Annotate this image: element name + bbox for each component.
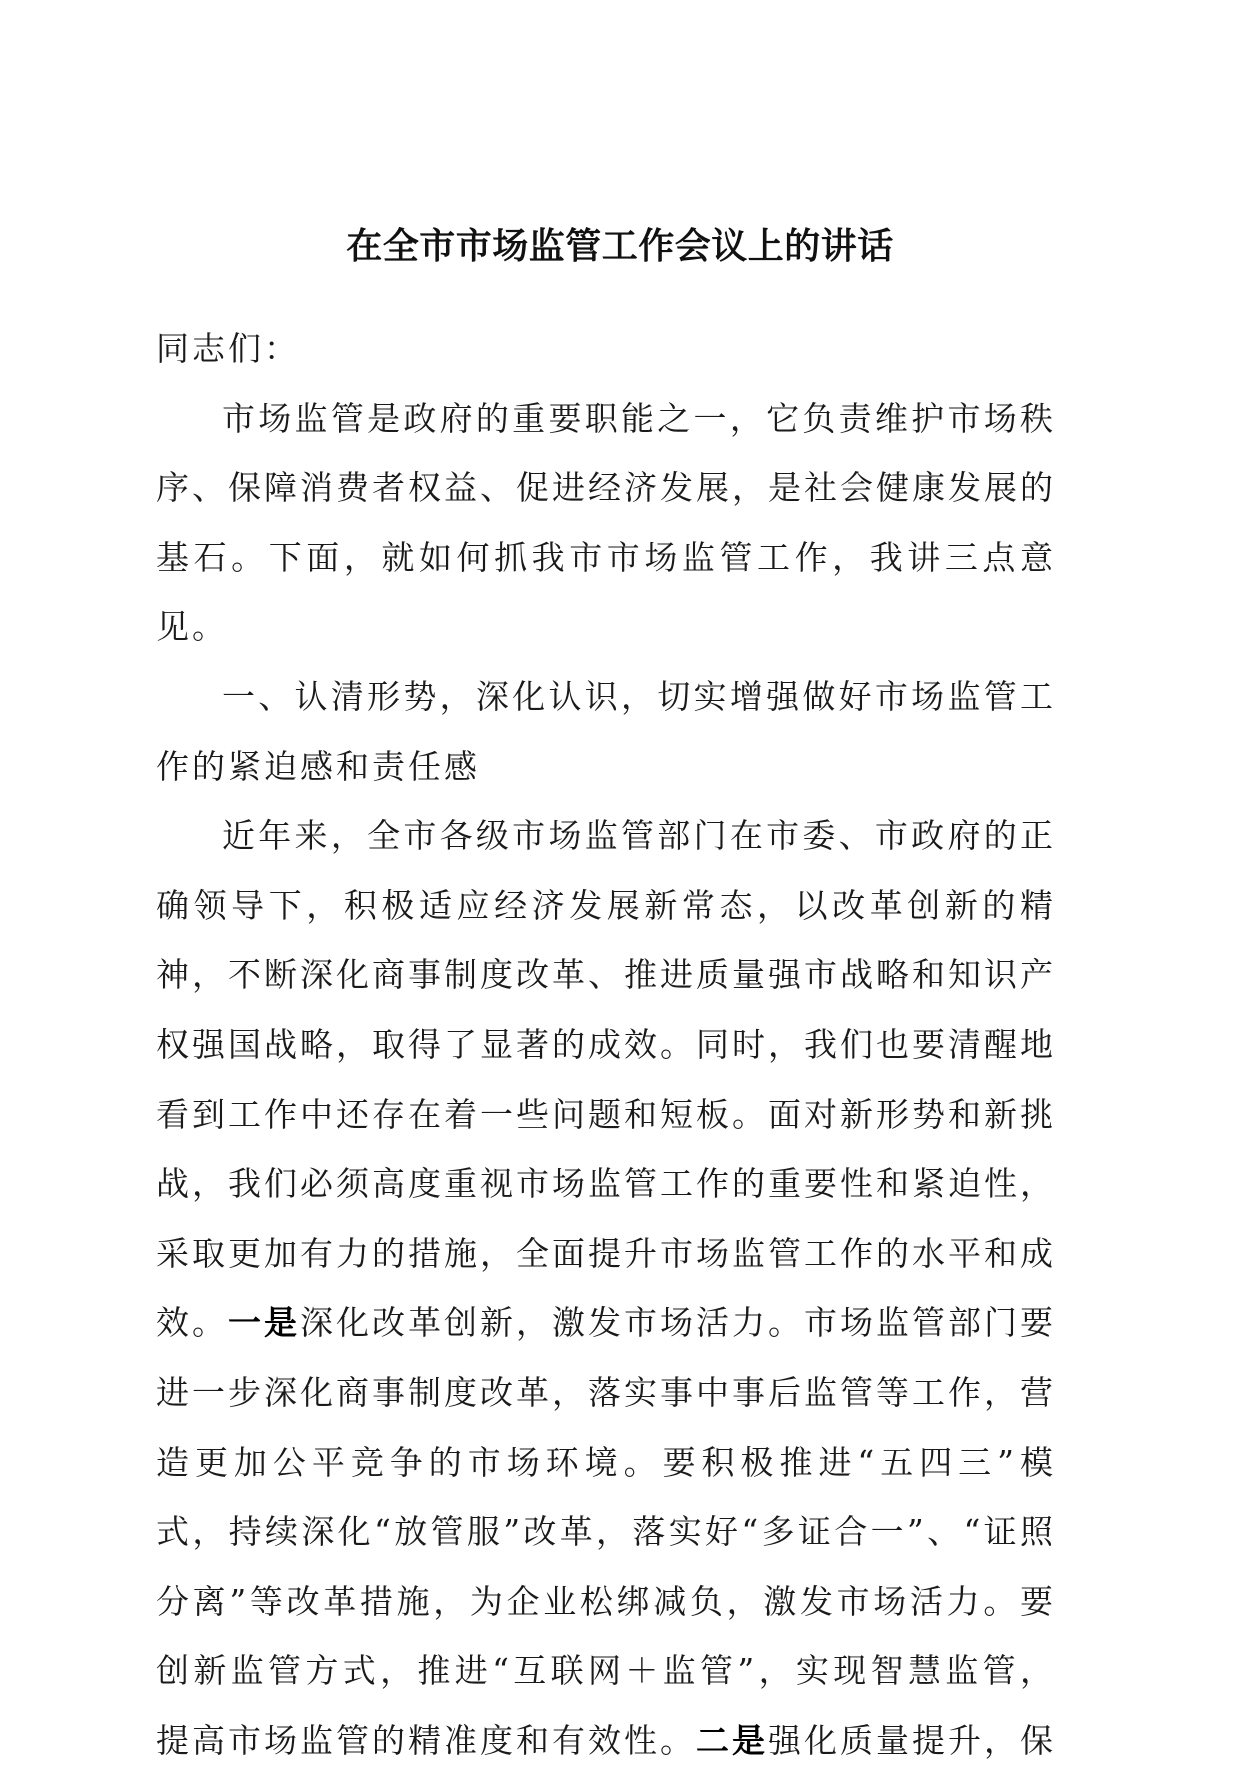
- paragraph-text: 深化改革创新，激发市场活力。市场监管部门要进一步深化商事制度改革，落实事中事后监管等工作，营造更加公平竞争的市场环境。要积极推进“五四三”模式，持续深化“放管服”改革，落实好“多证合一”、“证照分离”等改革措施，为企业松绑减负，激发市场活力。要创新监管方式，推进“互联网＋监管”，实现智慧监管，提高市场监管的精准度和有效性。: [156, 1303, 1056, 1760]
- document-title: 在全市市场监管工作会议上的讲话: [346, 225, 894, 267]
- salutation: 同志们：: [156, 329, 300, 368]
- intro-paragraph: 市场监管是政府的重要职能之一，它负责维护市场秩序、保障消费者权益、促进经济发展，是社会健康发展的基石。下面，就如何抓我市市场监管工作，我讲三点意见。: [156, 398, 1056, 647]
- point-marker-1: 一是: [228, 1303, 300, 1343]
- paragraph-text: 强化质量提升，保: [768, 1720, 1056, 1760]
- section-1-paragraph: [156, 801, 1056, 1775]
- document-body: [156, 314, 1056, 1775]
- paragraph-text: 近年来，全市各级市场监管部门在市委、市政府的正确领导下，积极适应经济发展新常态，以改革创新的精神，不断深化商事制度改革、推进质量强市战略和知识产权强国战略，取得了显著的成效。同时，我们也要清醒地看到工作中还存在着一些问题和短板。面对新形势和新挑战，我们必须高度重视市场监管工作的重要性和紧迫性，采取更加有力的措施，全面提升市场监管工作的水平和成效。: [156, 816, 1056, 1343]
- section-heading-1: 一、认清形势，深化认识，切实增强做好市场监管工作的紧迫感和责任感: [156, 676, 1056, 786]
- point-marker-2: 二是: [696, 1720, 768, 1760]
